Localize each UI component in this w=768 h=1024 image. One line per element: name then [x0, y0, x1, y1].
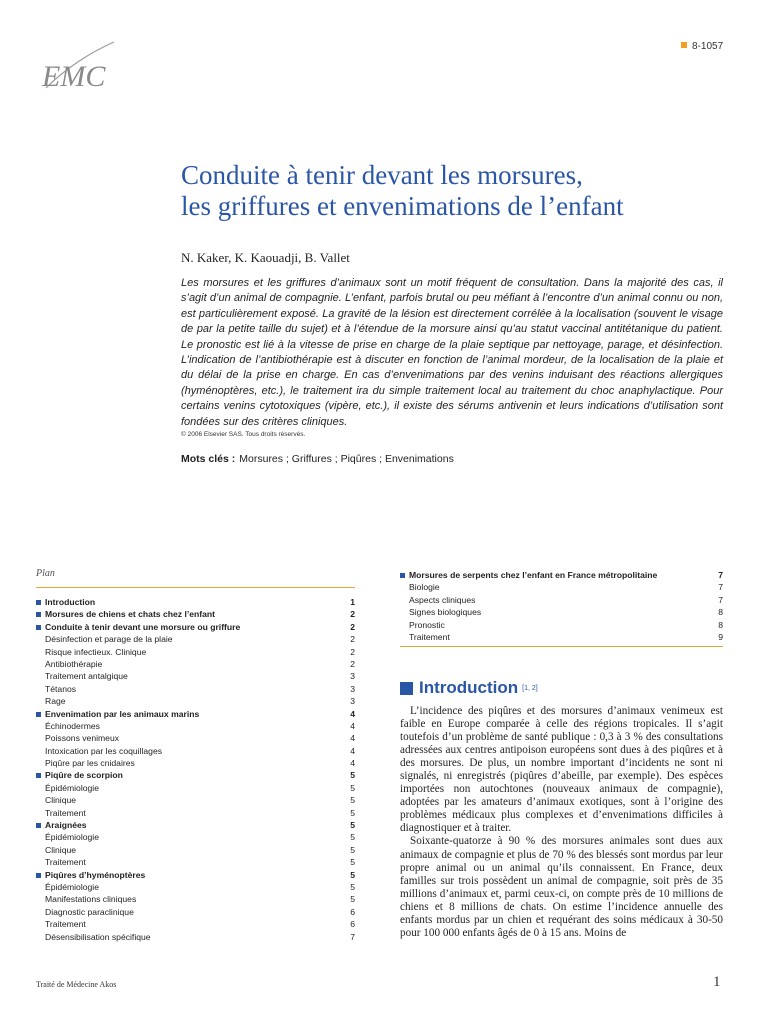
toc-entry[interactable]	[36, 831, 355, 843]
plan-rule-left	[36, 587, 355, 588]
toc-bullet-icon	[400, 573, 405, 578]
page-number: 1	[713, 974, 721, 990]
plan-rule-right	[400, 646, 723, 647]
introduction-title: Introduction	[419, 678, 519, 697]
toc-entry-page: 5	[350, 857, 355, 868]
toc-entry[interactable]	[36, 732, 355, 744]
toc-entry[interactable]	[36, 621, 355, 633]
toc-entry[interactable]	[36, 708, 355, 720]
toc-entry[interactable]	[400, 631, 723, 643]
blue-square-icon	[400, 682, 413, 695]
toc-bullet-icon	[36, 712, 41, 717]
introduction-heading	[400, 678, 538, 698]
toc-entry-label: Diagnostic paraclinique	[45, 906, 134, 917]
plan-label: Plan	[36, 568, 55, 579]
toc-entry[interactable]	[36, 807, 355, 819]
toc-bullet-icon	[36, 873, 41, 878]
toc-entry-label: Traitement	[45, 919, 86, 930]
toc-entry-page: 7	[718, 594, 723, 605]
toc-entry[interactable]	[36, 596, 355, 608]
toc-entry-page: 3	[350, 683, 355, 694]
toc-entry-page: 7	[718, 570, 723, 580]
emc-logo	[36, 38, 118, 100]
toc-entry[interactable]	[36, 757, 355, 769]
toc-entry[interactable]	[400, 594, 723, 606]
toc-entry-label: Risque infectieux. Clinique	[45, 646, 147, 657]
toc-entry-label: Épidémiologie	[45, 881, 99, 892]
toc-entry-label: Araignées	[45, 820, 87, 831]
toc-entry[interactable]	[400, 569, 723, 581]
toc-entry-page: 3	[350, 696, 355, 707]
toc-entry-page: 5	[350, 782, 355, 793]
toc-entry-page: 2	[350, 634, 355, 645]
toc-entry-label: Morsures de chiens et chats chez l’enfant	[45, 609, 216, 620]
toc-entry-page: 8	[718, 619, 723, 630]
toc-entry-label: Poissons venimeux	[45, 733, 120, 744]
toc-entry[interactable]	[36, 931, 355, 943]
table-of-contents-left	[36, 596, 355, 943]
toc-entry-page: 4	[350, 733, 355, 744]
toc-entry-label: Clinique	[45, 795, 77, 806]
introduction-citation[interactable]: [1, 2]	[522, 684, 538, 692]
toc-entry-page: 6	[350, 919, 355, 930]
keywords-label: Mots clés :	[181, 453, 236, 465]
toc-entry-page: 5	[350, 770, 355, 781]
toc-entry-label: Piqûre de scorpion	[45, 770, 123, 781]
toc-entry-label: Désinfection et parage de la plaie	[45, 634, 173, 645]
toc-entry-label: Traitement	[45, 807, 86, 818]
introduction-body	[400, 705, 723, 968]
toc-entry-label: Piqûres d’hyménoptères	[45, 869, 146, 880]
toc-entry-page: 3	[350, 671, 355, 682]
toc-entry[interactable]	[36, 633, 355, 645]
orange-square-icon	[681, 42, 687, 48]
toc-entry[interactable]	[36, 782, 355, 794]
introduction-paragraph-2: Soixante-quatorze à 90 % des morsures animales sont dues aux animaux de compagnie et plus de 70 % des blessés sont mordus par leur propre animal ou un animal qu’ils connaissent. En France, deux familles sur trois possèdent un animal de compagnie, soit près de 35 millions d’animaux et, parmi ceux-ci, on compte près de 10 millions de chiens et 8 millions de chats. On estime l’incidence annuelle des enfants mordus par un chien et requérant des soins médicaux à 30-50 pour 100 000 enfants âgés de 0 à 15 ans. Moins de	[400, 835, 723, 939]
toc-entry-label: Traitement	[45, 857, 86, 868]
article-reference	[681, 41, 723, 52]
toc-entry-label: Biologie	[409, 582, 440, 593]
toc-entry-label: Intoxication par les coquillages	[45, 745, 163, 756]
toc-entry-page: 5	[350, 795, 355, 806]
toc-entry[interactable]	[36, 658, 355, 670]
toc-entry-page: 4	[350, 708, 355, 719]
toc-entry[interactable]	[36, 881, 355, 893]
toc-entry[interactable]	[36, 769, 355, 781]
toc-bullet-icon	[36, 600, 41, 605]
table-of-contents-right	[400, 569, 723, 643]
toc-entry-page: 7	[718, 582, 723, 593]
toc-entry[interactable]	[36, 869, 355, 881]
toc-entry[interactable]	[36, 608, 355, 620]
toc-entry-label: Désensibilisation spécifique	[45, 931, 151, 942]
toc-entry-page: 2	[350, 658, 355, 669]
toc-bullet-icon	[36, 823, 41, 828]
toc-entry-page: 5	[350, 869, 355, 880]
toc-entry-page: 1	[350, 597, 355, 607]
introduction-paragraph-1: L’incidence des piqûres et des morsures d’animaux venimeux est faible en Europe comparée à celle des régions tropicales. Il s’agit toutefois d’un problème de santé publique : 0,3 à 3 % des consultations adressées aux centres antipoison européens sont dues à des piqûres et à des morsures. De plus, un nombre important d’incidents ne sont ni signalés, ni enregistrés (piqûres d’abeille, par exemple). Des espèces importées non autochtones (nouveaux animaux de compagnie), adoptées par les amateurs d’animaux exotiques, sont à l’origine des problèmes médicaux plus complexes et d’envenimations difficiles à diagnostiquer et à traiter.	[400, 705, 723, 835]
toc-entry[interactable]	[36, 646, 355, 658]
toc-bullet-icon	[36, 625, 41, 630]
authors: N. Kaker, K. Kaouadji, B. Vallet	[181, 250, 350, 265]
footer-journal: Traité de Médecine Akos	[36, 980, 117, 989]
toc-entry-page: 2	[350, 646, 355, 657]
toc-bullet-icon	[36, 612, 41, 617]
toc-entry-label: Échinodermes	[45, 720, 100, 731]
toc-entry-label: Traitement antalgique	[45, 671, 128, 682]
toc-entry[interactable]	[36, 844, 355, 856]
toc-entry-page: 5	[350, 807, 355, 818]
title-line-2: les griffures et envenimations de l’enfant	[181, 191, 624, 221]
toc-entry-page: 9	[718, 631, 723, 642]
toc-entry-page: 2	[350, 609, 355, 620]
toc-entry[interactable]	[36, 745, 355, 757]
toc-entry[interactable]	[400, 581, 723, 593]
toc-entry-page: 4	[350, 720, 355, 731]
keywords	[181, 453, 454, 465]
toc-entry-page: 4	[350, 758, 355, 769]
article-title	[181, 160, 741, 222]
toc-entry-label: Pronostic	[409, 619, 445, 630]
toc-entry-page: 7	[350, 931, 355, 942]
toc-entry-label: Introduction	[45, 597, 96, 607]
toc-entry-label: Épidémiologie	[45, 832, 99, 843]
toc-entry-label: Signes biologiques	[409, 607, 482, 618]
abstract: Les morsures et les griffures d’animaux sont un motif fréquent de consultation. Dans la majorité des cas, il s’agit d’un animal de compagnie. L’enfant, parfois brutal ou peu méfiant à l’encontre d’un animal connu ou non, est particulièrement exposé. La gravité de la lésion est directement corrélée à la localisation (souvent le visage de par la petite taille du sujet) et à l’étendue de la morsure ainsi qu’au statut vaccinal antitétanique du patient. Le pronostic est lié à la vitesse de prise en charge de la plaie septique par nettoyage, parage, et désinfection. L’indication de l’antibiothérapie est à discuter en fonction de l’animal mordeur, de la localisation de la plaie et du délai de la prise en charge. En cas d’envenimations par des venins induisant des réactions allergiques (hyménoptères, etc.), le traitement ira du simple traitement local au traitement du choc anaphylactique. Pour certains venins cytotoxiques (vipère, etc.), il existe des sérums antivenin et leurs indications d’utilisation sont fondées sur des critères cliniques.	[181, 277, 723, 428]
toc-entry-page: 6	[350, 906, 355, 917]
toc-entry[interactable]	[36, 906, 355, 918]
toc-entry[interactable]	[36, 819, 355, 831]
toc-entry[interactable]	[400, 619, 723, 631]
toc-entry-label: Envenimation par les animaux marins	[45, 708, 200, 719]
logo-text: EMC	[42, 60, 106, 93]
toc-entry[interactable]	[400, 606, 723, 618]
toc-entry-page: 5	[350, 844, 355, 855]
toc-entry-page: 8	[718, 607, 723, 618]
toc-bullet-icon	[36, 773, 41, 778]
toc-entry[interactable]	[36, 794, 355, 806]
toc-entry[interactable]	[36, 893, 355, 905]
toc-entry-label: Aspects cliniques	[409, 594, 476, 605]
title-line-1: Conduite à tenir devant les morsures,	[181, 160, 583, 190]
toc-entry[interactable]	[36, 670, 355, 682]
toc-entry-label: Clinique	[45, 844, 77, 855]
toc-entry-label: Tétanos	[45, 683, 77, 694]
toc-entry-page: 2	[350, 621, 355, 632]
reference-number: 8-1057	[692, 41, 724, 52]
toc-entry-page: 5	[350, 881, 355, 892]
toc-entry-label: Manifestations cliniques	[45, 894, 137, 905]
toc-entry-label: Traitement	[409, 631, 450, 642]
toc-entry-page: 5	[350, 832, 355, 843]
toc-entry[interactable]	[36, 683, 355, 695]
toc-entry[interactable]	[36, 918, 355, 930]
toc-entry-label: Rage	[45, 696, 66, 707]
toc-entry[interactable]	[36, 856, 355, 868]
toc-entry-page: 5	[350, 820, 355, 831]
toc-entry[interactable]	[36, 720, 355, 732]
copyright: © 2006 Elsevier SAS. Tous droits réservés.	[181, 431, 306, 438]
toc-entry-label: Conduite à tenir devant une morsure ou griffure	[45, 621, 241, 632]
toc-entry-label: Morsures de serpents chez l’enfant en France métropolitaine	[409, 570, 658, 580]
emc-logo-graphic	[36, 38, 118, 100]
keywords-list: Morsures ; Griffures ; Piqûres ; Envenimations	[239, 453, 454, 465]
toc-entry-page: 5	[350, 894, 355, 905]
toc-entry-label: Antibiothérapie	[45, 658, 103, 669]
toc-entry[interactable]	[36, 695, 355, 707]
toc-entry-label: Piqûre par les cnidaires	[45, 758, 135, 769]
toc-entry-page: 4	[350, 745, 355, 756]
toc-entry-label: Épidémiologie	[45, 782, 99, 793]
